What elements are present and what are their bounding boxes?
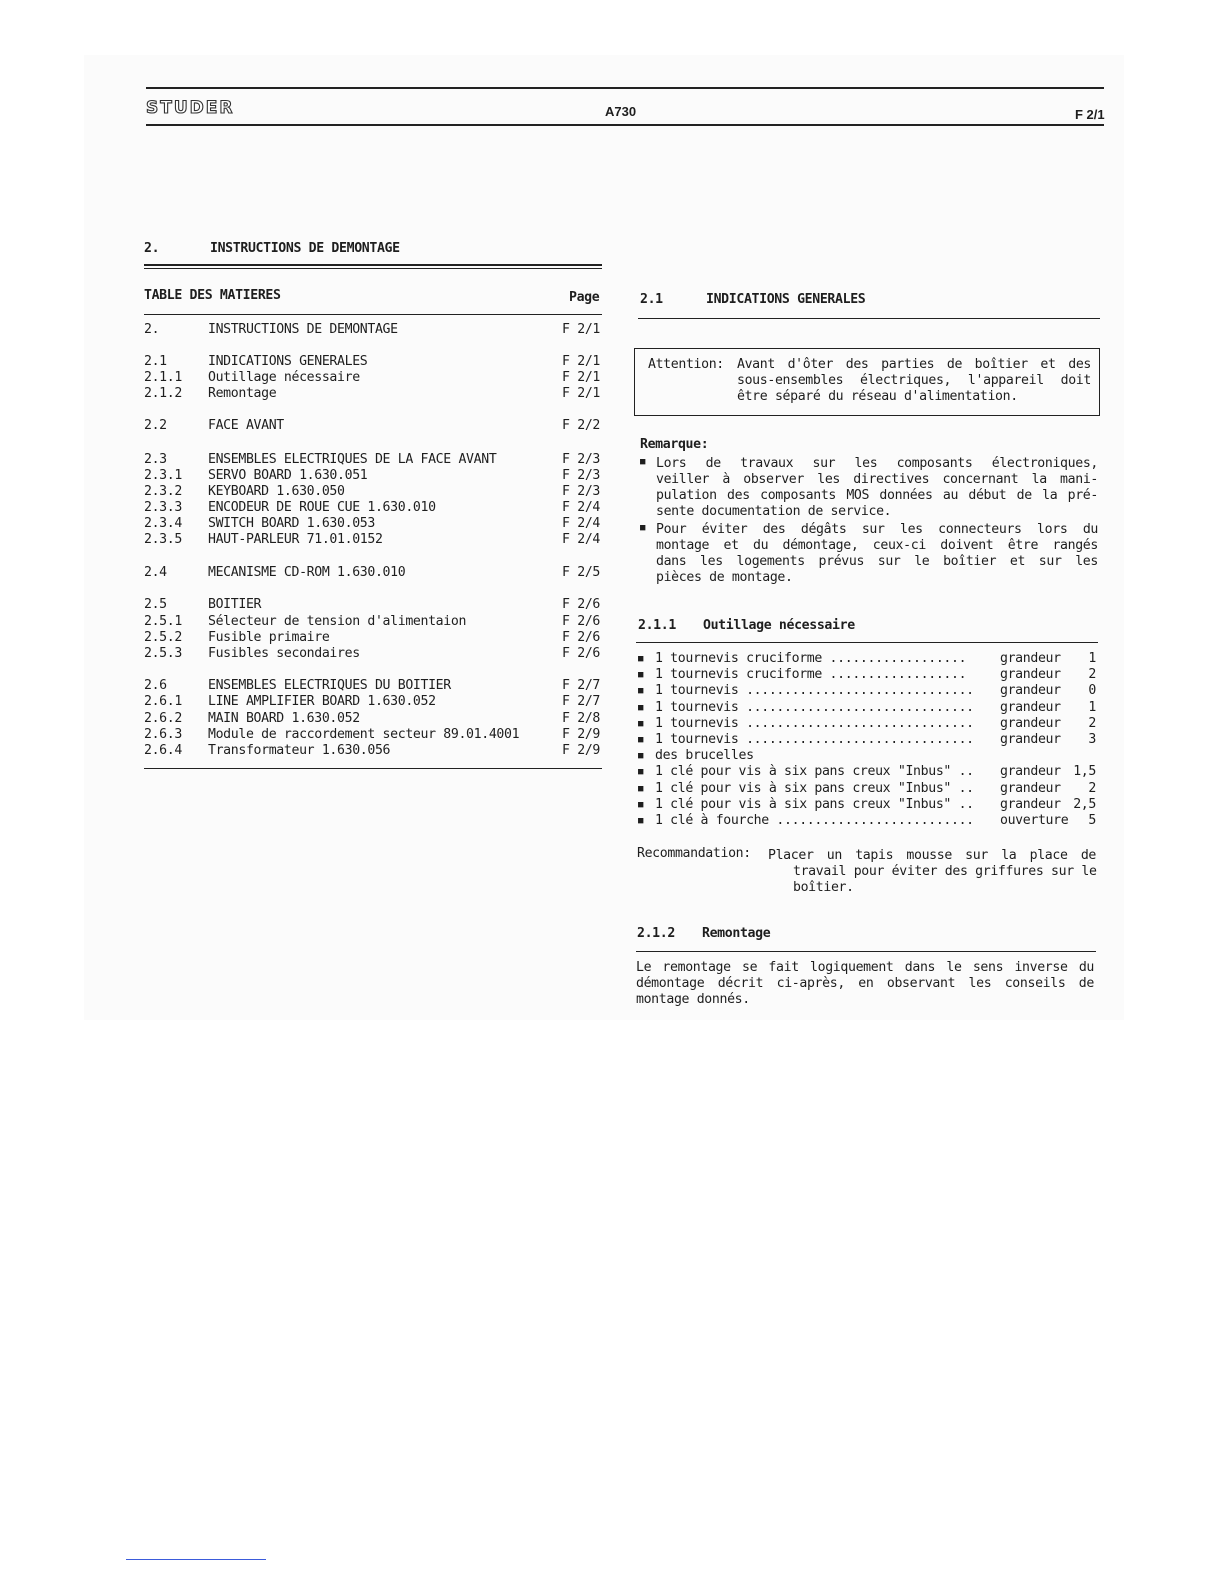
toc-entry-title: INDICATIONS GENERALES (208, 354, 368, 369)
toc-entry (144, 386, 602, 402)
toc-entry-title: MAIN BOARD 1.630.052 (208, 711, 360, 726)
toc-entry (144, 630, 602, 646)
attention-label: Attention: (648, 357, 724, 372)
toc-entry-title: Outillage nécessaire (208, 370, 360, 385)
tool-description: 1 clé pour vis à six pans creux "Inbus" .. (655, 797, 974, 812)
toc-entry-number: 2.3.4 (144, 516, 182, 531)
toc-entry-title: FACE AVANT (208, 418, 284, 433)
toc-entry-number: 2.3.2 (144, 484, 182, 499)
tool-size-label: ouverture (1000, 813, 1069, 828)
recommendation-text (768, 848, 1096, 896)
remark-line: montage et du démontage, ceux-ci doivent être rangés (656, 538, 1098, 553)
toc-entry-page: F 2/5 (562, 565, 600, 580)
bullet-icon: ■ (638, 686, 644, 696)
remark-line: veiller à observer les directives concernant la mani- (656, 472, 1098, 487)
toc-entry-number: 2.6.1 (144, 694, 182, 709)
tool-description: 1 clé pour vis à six pans creux "Inbus" .. (655, 781, 974, 796)
toc-entry (144, 694, 602, 710)
attention-line: être séparé du réseau d'alimentation. (737, 389, 1018, 404)
toc-entry-number: 2.3 (144, 452, 167, 467)
attention-line: sous-ensembles électriques, l'appareil doit (737, 373, 1091, 388)
attention-text (737, 357, 1091, 405)
studer-logo: STUDER (146, 98, 235, 118)
tool-size-value: 2 (1088, 667, 1096, 682)
toc-entry-title: Module de raccordement secteur 89.01.4001 (208, 727, 520, 742)
toc-entry (144, 418, 602, 434)
toc-heading: TABLE DES MATIERES (144, 288, 281, 303)
toc-entry-page: F 2/6 (562, 646, 600, 661)
bullet-icon: ■ (638, 735, 644, 745)
toc-entry-title: SWITCH BOARD 1.630.053 (208, 516, 375, 531)
section-2-1-title: INDICATIONS GENERALES (706, 292, 866, 307)
tool-size-value: 1 (1088, 651, 1096, 666)
footer-link-rule (126, 1559, 266, 1560)
toc-entry-page: F 2/4 (562, 516, 600, 531)
tool-item (638, 651, 1098, 667)
toc-entry-title: ENCODEUR DE ROUE CUE 1.630.010 (208, 500, 436, 515)
bullet-icon: ■ (638, 751, 644, 761)
bullet-icon: ■ (638, 816, 644, 826)
bullet-icon: ■ (640, 457, 646, 467)
remark-line: sente documentation de service. (656, 504, 892, 519)
tool-size-label: grandeur (1000, 732, 1061, 747)
toc-entry-title: HAUT-PARLEUR 71.01.0152 (208, 532, 383, 547)
toc-entry-title: Fusible primaire (208, 630, 330, 645)
toc-entry (144, 516, 602, 532)
remark-1 (656, 456, 1098, 520)
tool-item (638, 732, 1098, 748)
tool-size-value: 2 (1088, 781, 1096, 796)
remontage-line: montage donnés. (636, 992, 750, 1007)
toc-entry-number: 2. (144, 322, 160, 337)
bullet-icon: ■ (640, 523, 646, 533)
toc-entry-page: F 2/3 (562, 468, 600, 483)
section-2-1-1-title: Outillage nécessaire (703, 618, 855, 633)
bullet-icon: ■ (638, 670, 644, 680)
tool-size-value: 2 (1088, 716, 1096, 731)
toc-rule-bottom (144, 768, 602, 769)
tool-item (638, 748, 1098, 764)
toc-entry-number: 2.6 (144, 678, 167, 693)
toc-entry (144, 484, 602, 500)
tool-item (638, 797, 1098, 813)
toc-entry (144, 727, 602, 743)
toc-entry (144, 452, 602, 468)
toc-entry-page: F 2/1 (562, 322, 600, 337)
bullet-icon: ■ (638, 800, 644, 810)
toc-entry-page: F 2/8 (562, 711, 600, 726)
toc-entry-title: Sélecteur de tension d'alimentaion (208, 614, 467, 629)
section-2-1-1-number: 2.1.1 (638, 618, 676, 633)
toc-entry (144, 370, 602, 386)
toc-entry (144, 711, 602, 727)
section-2-1-2-rule (636, 951, 1096, 952)
section-2-1-1-rule (636, 642, 1098, 643)
toc-entry-number: 2.1.1 (144, 370, 182, 385)
header-rule-top (146, 87, 1104, 89)
remontage-line: démontage décrit ci-après, en observant les conseils de (636, 976, 1094, 991)
model-label: A730 (605, 104, 637, 119)
toc-entry-number: 2.6.2 (144, 711, 182, 726)
toc-entry-page: F 2/6 (562, 630, 600, 645)
toc-entry-page: F 2/2 (562, 418, 600, 433)
toc-entry-title: LINE AMPLIFIER BOARD 1.630.052 (208, 694, 436, 709)
toc-entry (144, 322, 602, 338)
tool-size-label: grandeur (1000, 651, 1061, 666)
chapter-title: INSTRUCTIONS DE DEMONTAGE (210, 241, 400, 256)
toc-entry-number: 2.5.3 (144, 646, 182, 661)
toc-entry (144, 532, 602, 548)
tool-item (638, 813, 1098, 829)
remark-line: pulation des composants MOS données au début de la pré- (656, 488, 1098, 503)
tool-size-value: 2,5 (1073, 797, 1096, 812)
toc-entry-page: F 2/1 (562, 386, 600, 401)
tool-item (638, 667, 1098, 683)
tool-size-value: 0 (1088, 683, 1096, 698)
toc-entry-title: Transformateur 1.630.056 (208, 743, 391, 758)
recommendation-line: boîtier. (793, 880, 854, 895)
toc-entry (144, 678, 602, 694)
tool-size-label: grandeur (1000, 667, 1061, 682)
remontage-line: Le remontage se fait logiquement dans le sens inverse du (636, 960, 1094, 975)
toc-page-label: Page (569, 290, 600, 305)
tool-item (638, 764, 1098, 780)
toc-entry-page: F 2/9 (562, 727, 600, 742)
bullet-icon: ■ (638, 719, 644, 729)
toc-entry-page: F 2/6 (562, 597, 600, 612)
toc-entry-number: 2.4 (144, 565, 167, 580)
toc-entry-title: ENSEMBLES ELECTRIQUES DE LA FACE AVANT (208, 452, 497, 467)
tool-item (638, 683, 1098, 699)
toc-entry-title: SERVO BOARD 1.630.051 (208, 468, 368, 483)
remontage-text (636, 960, 1094, 1008)
bullet-icon: ■ (638, 654, 644, 664)
toc-entry-page: F 2/3 (562, 452, 600, 467)
page-number: F 2/1 (1075, 107, 1105, 122)
tool-size-value: 5 (1088, 813, 1096, 828)
toc-entry (144, 614, 602, 630)
chapter-rule (144, 264, 602, 266)
header-rule-bottom (146, 124, 1104, 126)
chapter-rule-2 (144, 268, 602, 269)
toc-entry-title: MECANISME CD-ROM 1.630.010 (208, 565, 406, 580)
toc-entry-page: F 2/4 (562, 500, 600, 515)
toc-entry (144, 565, 602, 581)
toc-entry-page: F 2/1 (562, 370, 600, 385)
toc-entry-page: F 2/9 (562, 743, 600, 758)
remark-line: dans les logements prévus sur le boîtier et sur les (656, 554, 1098, 569)
section-2-1-2-number: 2.1.2 (637, 926, 675, 941)
toc-entry-title: ENSEMBLES ELECTRIQUES DU BOITIER (208, 678, 451, 693)
tool-size-label: grandeur (1000, 764, 1061, 779)
tool-description: 1 tournevis .............................. (655, 683, 974, 698)
toc-entry-number: 2.6.3 (144, 727, 182, 742)
tool-size-value: 1 (1088, 700, 1096, 715)
toc-rule-top (144, 314, 602, 315)
tool-description: 1 tournevis cruciforme .................. (655, 651, 967, 666)
toc-entry-number: 2.2 (144, 418, 167, 433)
recommendation-line: travail pour éviter des griffures sur le (793, 864, 1097, 879)
recommendation-line: Placer un tapis mousse sur la place de (768, 848, 1096, 863)
toc-entry-title: Fusibles secondaires (208, 646, 360, 661)
tool-item (638, 781, 1098, 797)
toc-entry-number: 2.5.2 (144, 630, 182, 645)
toc-entry-page: F 2/6 (562, 614, 600, 629)
tool-description: 1 tournevis .............................. (655, 732, 974, 747)
toc-entry (144, 597, 602, 613)
toc-entry (144, 500, 602, 516)
remark-2 (656, 522, 1098, 586)
attention-line: Avant d'ôter des parties de boîtier et des (737, 357, 1091, 372)
toc-entry (144, 354, 602, 370)
tool-description: 1 tournevis .............................. (655, 700, 974, 715)
tool-description: 1 clé à fourche .......................... (655, 813, 974, 828)
tool-item (638, 716, 1098, 732)
tool-size-label: grandeur (1000, 683, 1061, 698)
tool-description: 1 tournevis cruciforme .................. (655, 667, 967, 682)
section-2-1-2-title: Remontage (702, 926, 771, 941)
bullet-icon: ■ (638, 784, 644, 794)
tool-size-value: 3 (1088, 732, 1096, 747)
toc-entry-page: F 2/7 (562, 694, 600, 709)
bullet-icon: ■ (638, 703, 644, 713)
toc-entry-number: 2.3.3 (144, 500, 182, 515)
chapter-number: 2. (144, 241, 160, 256)
toc-entry-title: KEYBOARD 1.630.050 (208, 484, 345, 499)
toc-entry-page: F 2/3 (562, 484, 600, 499)
remark-line: pièces de montage. (656, 570, 793, 585)
toc-entry-page: F 2/4 (562, 532, 600, 547)
toc-entry-number: 2.5 (144, 597, 167, 612)
toc-entry (144, 743, 602, 759)
toc-entry-number: 2.5.1 (144, 614, 182, 629)
bullet-icon: ■ (638, 767, 644, 777)
tool-size-label: grandeur (1000, 781, 1061, 796)
recommendation-label: Recommandation: (637, 846, 751, 861)
toc-entry-title: BOITIER (208, 597, 262, 612)
toc-entry-number: 2.6.4 (144, 743, 182, 758)
tool-size-value: 1,5 (1073, 764, 1096, 779)
tool-size-label: grandeur (1000, 700, 1061, 715)
toc-entry-number: 2.3.1 (144, 468, 182, 483)
toc-entry-title: INSTRUCTIONS DE DEMONTAGE (208, 322, 398, 337)
tool-size-label: grandeur (1000, 716, 1061, 731)
toc-entry-page: F 2/1 (562, 354, 600, 369)
remark-label: Remarque: (640, 437, 709, 452)
toc-entry-page: F 2/7 (562, 678, 600, 693)
toc-entry-number: 2.1.2 (144, 386, 182, 401)
tool-description: 1 tournevis .............................. (655, 716, 974, 731)
tool-description: des brucelles (655, 748, 754, 763)
tool-size-label: grandeur (1000, 797, 1061, 812)
tool-item (638, 700, 1098, 716)
toc-entry-title: Remontage (208, 386, 277, 401)
tool-description: 1 clé pour vis à six pans creux "Inbus" .. (655, 764, 974, 779)
remark-line: Pour éviter des dégâts sur les connecteurs lors du (656, 522, 1098, 537)
toc-entry-number: 2.1 (144, 354, 167, 369)
toc-entry (144, 468, 602, 484)
section-2-1-number: 2.1 (640, 292, 663, 307)
toc-entry (144, 646, 602, 662)
remark-line: Lors de travaux sur les composants électroniques, (656, 456, 1098, 471)
toc-entry-number: 2.3.5 (144, 532, 182, 547)
section-2-1-rule (638, 318, 1100, 319)
